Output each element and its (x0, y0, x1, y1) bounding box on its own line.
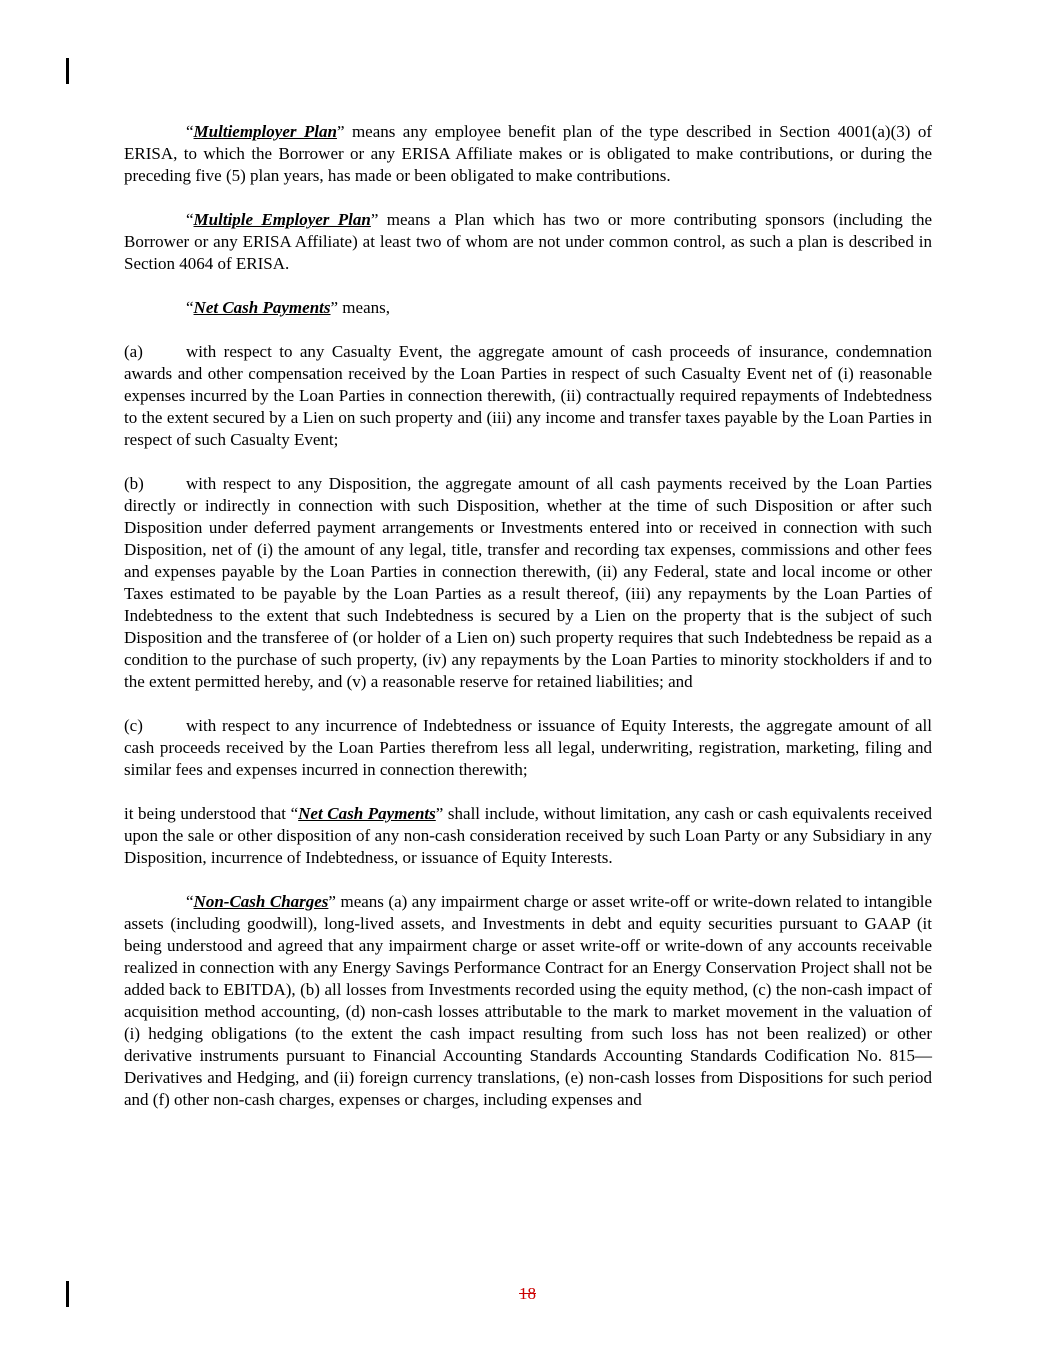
paragraph-text: it being understood that “ (124, 804, 299, 823)
paragraph (124, 121, 932, 187)
paragraph (124, 891, 932, 1111)
clause-label: (b) (124, 474, 144, 493)
paragraph (124, 209, 932, 275)
paragraph-text: ” means (a) any impairment charge or asset write-off or write-down related to intangible assets (including goodwill), long-lived assets, and Investments in debt and equity securities pursuant to GAAP (it being understood and agreed that any impairment charge or asset write-off or write-down of any accounts receivable realized in connection with any Energy Savings Performance Contract for an Energy Conservation Project shall not be added back to EBITDA), (b) all losses from Investments recorded using the equity method, (c) the non-cash impact of acquisition method accounting, (d) non-cash losses attributable to the mark to market movement in the valuation of (i) hedging obligations (to the extent the cash impact resulting from such loss has not been realized) or other derivative instruments pursuant to Financial Accounting Standards Accounting Standards Codification No. 815—Derivatives and Hedging, and (ii) foreign currency translations, (e) non-cash losses from Dispositions for such period and (f) other non-cash charges, expenses or charges, including expenses and (124, 892, 932, 1109)
paragraph-text: “ (186, 122, 194, 141)
paragraph-text: “ (186, 298, 194, 317)
defined-term: Multiemployer Plan (193, 122, 337, 141)
paragraph-text: ” means, (330, 298, 390, 317)
paragraph (124, 715, 932, 781)
paragraph-text: “ (186, 210, 194, 229)
paragraph-text: ” means any employee benefit plan of the type described in Section 4001(a)(3) of ERISA, to which the Borrower or any ERISA Affiliate makes or is obligated to make contributions, or during the preceding five (5) plan years, has made or been obligated to make contributions. (124, 122, 932, 185)
document-body (124, 121, 932, 1133)
defined-term: Net Cash Payments (298, 804, 436, 823)
paragraph-text: with respect to any Disposition, the aggregate amount of all cash payments received by the Loan Parties directly or indirectly in connection with such Disposition, whether at the time of such Disposition or after such Disposition under deferred payment arrangements or Investments entered into or received in connection with such Disposition, net of (i) the amount of any legal, title, transfer and recording tax expenses, commissions and other fees and expenses payable by the Loan Parties in connection therewith, (ii) any Federal, state and local income or other Taxes estimated to be payable by the Loan Parties as a result thereof, (iii) any repayments by the Loan Parties of Indebtedness to the extent that such Indebtedness is secured by a Lien on the property that is the subject of such Disposition and the transferee of (or holder of a Lien on) such property requires that such Indebtedness be repaid as a condition to the purchase of such property, (iv) any repayments by the Loan Parties to minority stockholders if and to the extent permitted hereby, and (v) a reasonable reserve for retained liabilities; and (124, 474, 932, 691)
paragraph (124, 473, 932, 693)
paragraph-text: ” means a Plan which has two or more contributing sponsors (including the Borrower or any ERISA Affiliate) at least two of whom are not under common control, as such a plan is described in Section 4064 of ERISA. (124, 210, 933, 273)
paragraph (124, 297, 932, 319)
paragraph-text: with respect to any incurrence of Indebtedness or issuance of Equity Interests, the aggregate amount of all cash proceeds received by the Loan Parties therefrom less all legal, underwriting, registration, marketing, filing and similar fees and expenses incurred in connection therewith; (124, 716, 932, 779)
paragraph-text: ” shall include, without limitation, any cash or cash equivalents received upon the sale or other disposition of any non-cash consideration received by such Loan Party or any Subsidiary in any Disposition, incurrence of Indebtedness, or issuance of Equity Interests. (124, 804, 932, 867)
defined-term: Multiple Employer Plan (193, 210, 371, 229)
defined-term: Non-Cash Charges (193, 892, 329, 911)
clause-label: (a) (124, 342, 143, 361)
paragraph-text: “ (186, 892, 194, 911)
page-number: 18 (519, 1284, 536, 1303)
paragraph-text: with respect to any Casualty Event, the aggregate amount of cash proceeds of insurance, condemnation awards and other compensation received by the Loan Parties in respect of such Casualty Event net of (i) reasonable expenses incurred by the Loan Parties in connection therewith, (ii) contractually required repayments of Indebtedness to the extent secured by a Lien on such property and (iii) any income and transfer taxes payable by the Loan Parties in respect of such Casualty Event; (124, 342, 932, 449)
revision-bar-top (66, 58, 69, 84)
paragraph (124, 341, 932, 451)
defined-term: Net Cash Payments (193, 298, 331, 317)
clause-label: (c) (124, 716, 143, 735)
paragraph (124, 803, 932, 869)
